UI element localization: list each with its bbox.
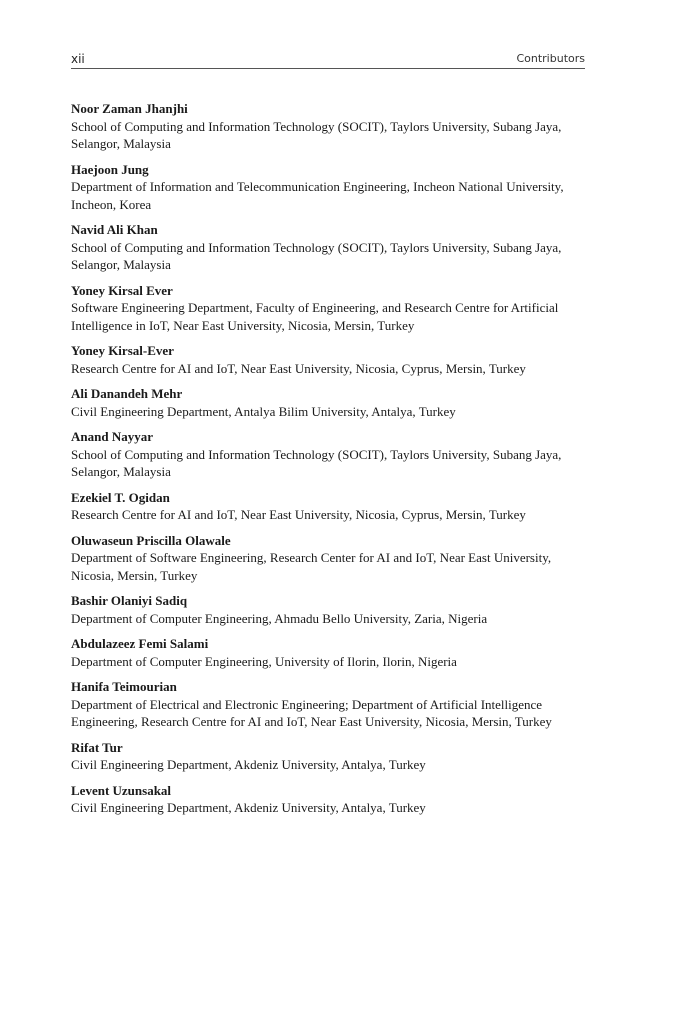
contributor-affiliation: Department of Software Engineering, Research Center for AI and IoT, Near East University, Nicosia, Mersin, Turkey: [71, 550, 552, 583]
contributor-affiliation: Department of Information and Telecommunication Engineering, Incheon National University, Incheon, Korea: [71, 179, 564, 212]
contributor-name: Abdulazeez Femi Salami: [71, 636, 209, 651]
contributor-name: Ezekiel T. Ogidan: [71, 489, 170, 505]
contributor-name: Levent Uzunsakal: [71, 782, 172, 798]
contributor-name: Haejoon Jung: [71, 161, 149, 177]
contributor-entry: [71, 428, 586, 481]
contributor-name: Navid Ali Khan: [71, 222, 158, 237]
contributor-name: Bashir Olaniyi Sadiq: [71, 593, 188, 608]
contributor-entry: [71, 100, 586, 153]
running-head: Contributors: [516, 52, 585, 65]
contributor-name: Ali Danandeh Mehr: [71, 386, 183, 401]
contributor-entry: [71, 532, 586, 585]
contributor-name: Noor Zaman Jhanjhi: [71, 101, 188, 116]
contributor-affiliation: Research Centre for AI and IoT, Near East University, Nicosia, Cyprus, Mersin, Turkey: [71, 360, 526, 376]
contributor-affiliation: School of Computing and Information Technology (SOCIT), Taylors University, Subang Jaya, Selangor, Malaysia: [71, 239, 562, 272]
contributor-entry: [71, 782, 586, 817]
contributors-list: [71, 100, 586, 825]
page-header: [71, 50, 585, 69]
contributor-entry: [71, 635, 586, 670]
contributor-name: Yoney Kirsal-Ever: [71, 343, 174, 358]
contributor-affiliation: Department of Computer Engineering, Ahmadu Bello University, Zaria, Nigeria: [71, 610, 488, 626]
contributor-name: Yoney Kirsal Ever: [71, 282, 173, 298]
contributor-affiliation: School of Computing and Information Technology (SOCIT), Taylors University, Subang Jaya, Selangor, Malaysia: [71, 446, 562, 479]
contributor-affiliation: School of Computing and Information Technology (SOCIT), Taylors University, Subang Jaya, Selangor, Malaysia: [71, 118, 562, 151]
contributor-entry: [71, 489, 586, 524]
contributor-entry: [71, 221, 586, 274]
contributor-entry: [71, 385, 586, 420]
contributor-affiliation: Department of Computer Engineering, University of Ilorin, Ilorin, Nigeria: [71, 653, 457, 669]
contributor-affiliation: Civil Engineering Department, Akdeniz University, Antalya, Turkey: [71, 757, 426, 772]
contributor-entry: [71, 739, 586, 774]
contributor-name: Rifat Tur: [71, 739, 123, 755]
page-number: xii: [71, 52, 85, 66]
contributor-entry: [71, 342, 586, 377]
contributor-affiliation: Department of Electrical and Electronic Engineering; Department of Artificial Intelligence Engineering, Research Centre for AI and IoT, Near East University, Nicosia, Mersin, Turkey: [71, 696, 552, 729]
contributor-name: Hanifa Teimourian: [71, 679, 177, 694]
contributor-entry: [71, 678, 586, 731]
contributor-entry: [71, 592, 586, 627]
contributor-affiliation: Research Centre for AI and IoT, Near East University, Nicosia, Cyprus, Mersin, Turkey: [71, 507, 526, 522]
contributor-entry: [71, 161, 586, 214]
contributor-affiliation: Software Engineering Department, Faculty of Engineering, and Research Centre for Artificial Intelligence in IoT, Near East University, Nicosia, Mersin, Turkey: [71, 300, 559, 333]
contributor-name: Anand Nayyar: [71, 429, 153, 444]
contributor-affiliation: Civil Engineering Department, Antalya Bilim University, Antalya, Turkey: [71, 403, 456, 419]
contributor-entry: [71, 282, 586, 335]
contributor-name: Oluwaseun Priscilla Olawale: [71, 532, 231, 548]
contributor-affiliation: Civil Engineering Department, Akdeniz University, Antalya, Turkey: [71, 800, 426, 815]
